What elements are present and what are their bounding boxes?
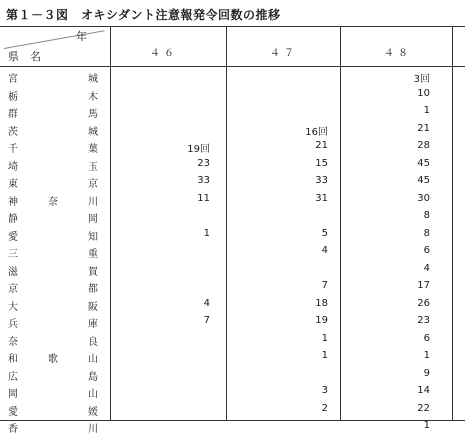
pref-char-3: 都 <box>88 284 98 295</box>
prefecture-name <box>8 103 98 121</box>
value-48: 23 <box>417 315 430 326</box>
prefecture-name <box>8 383 98 401</box>
value-48: 26 <box>417 297 430 309</box>
value-47: 19 <box>315 315 328 326</box>
prefecture-name <box>8 156 98 174</box>
oxidant-warning-table <box>0 26 465 435</box>
prefecture-name <box>8 208 98 226</box>
pref-char-3: 葉 <box>88 144 98 155</box>
pref-char-3: 良 <box>88 336 98 348</box>
value-46: 11 <box>197 192 210 204</box>
prefecture-name <box>8 278 98 296</box>
value-48: 14 <box>417 385 430 396</box>
table-row <box>0 313 465 331</box>
pref-char-3: 媛 <box>88 406 98 418</box>
value-46: 33 <box>197 175 210 186</box>
header-diagonal <box>4 30 105 49</box>
prefecture-name <box>8 121 98 139</box>
year-46-header: ４６ <box>150 48 178 59</box>
table-row <box>0 401 465 419</box>
value-48: 17 <box>417 280 430 291</box>
prefecture-name <box>8 68 98 86</box>
pref-char-3: 馬 <box>88 109 98 120</box>
table-row <box>0 226 465 244</box>
pref-char-1: 兵 <box>8 319 18 330</box>
prefecture-name <box>8 86 98 104</box>
table-row <box>0 191 465 209</box>
table-row <box>0 68 465 86</box>
pref-char-1: 静 <box>8 214 18 225</box>
pref-char-1: 岡 <box>8 389 18 400</box>
pref-char-1: 栃 <box>8 91 18 103</box>
pref-char-3: 川 <box>88 424 98 435</box>
prefecture-name <box>8 173 98 191</box>
pref-char-1: 愛 <box>8 231 18 243</box>
prefecture-name <box>8 401 98 419</box>
top-rule <box>0 26 465 27</box>
value-46: 19回 <box>187 144 210 155</box>
pref-char-3: 岡 <box>88 214 98 225</box>
prefecture-name <box>8 191 98 209</box>
pref-char-3: 城 <box>88 126 98 138</box>
pref-char-1: 神 <box>8 196 18 208</box>
table-row <box>0 243 465 261</box>
value-48: 4 <box>423 262 430 274</box>
table-row <box>0 173 465 191</box>
value-47: 1 <box>321 332 328 344</box>
prefecture-name <box>8 348 98 366</box>
table-row <box>0 208 465 226</box>
value-46: 1 <box>203 227 210 239</box>
value-47: 33 <box>315 175 328 186</box>
pref-char-1: 香 <box>8 424 18 435</box>
pref-char-3: 重 <box>88 249 98 260</box>
table-row <box>0 86 465 104</box>
table-row <box>0 121 465 139</box>
year-label: 年 <box>76 30 87 43</box>
table-row <box>0 296 465 314</box>
pref-char-1: 宮 <box>8 74 18 85</box>
value-47: 1 <box>321 350 328 361</box>
table-row <box>0 331 465 349</box>
pref-char-3: 京 <box>88 179 98 190</box>
pref-char-3: 知 <box>88 231 98 243</box>
value-47: 31 <box>315 192 328 204</box>
value-48: 10 <box>417 87 430 99</box>
pref-char-1: 奈 <box>8 336 18 348</box>
pref-char-1: 京 <box>8 284 18 295</box>
prefecture-name <box>8 226 98 244</box>
pref-char-1: 広 <box>8 371 18 383</box>
pref-char-2: 歌 <box>48 354 58 365</box>
value-48: 1 <box>423 350 430 361</box>
prefecture-name <box>8 261 98 279</box>
table-row <box>0 156 465 174</box>
value-48: 6 <box>423 245 430 256</box>
value-48: 45 <box>417 157 430 169</box>
value-48: 21 <box>417 122 430 134</box>
prefecture-name <box>8 331 98 349</box>
pref-char-1: 大 <box>8 301 18 313</box>
value-48: 3回 <box>413 74 430 85</box>
table-row <box>0 103 465 121</box>
value-48: 1 <box>423 420 430 431</box>
value-46: 7 <box>203 315 210 326</box>
pref-char-1: 愛 <box>8 406 18 418</box>
pref-char-1: 滋 <box>8 266 18 278</box>
pref-char-1: 三 <box>8 249 18 260</box>
prefecture-name <box>8 296 98 314</box>
prefecture-name <box>8 313 98 331</box>
pref-char-3: 山 <box>88 354 98 365</box>
pref-char-1: 埼 <box>8 161 18 173</box>
prefecture-name <box>8 366 98 384</box>
pref-char-3: 木 <box>88 91 98 103</box>
pref-char-3: 阪 <box>88 301 98 313</box>
value-47: 5 <box>321 227 328 239</box>
prefecture-name <box>8 138 98 156</box>
pref-char-3: 賀 <box>88 266 98 278</box>
value-48: 22 <box>417 402 430 414</box>
pref-char-3: 玉 <box>88 161 98 173</box>
value-48: 8 <box>423 227 430 239</box>
pref-char-3: 山 <box>88 389 98 400</box>
table-row <box>0 348 465 366</box>
value-47: 18 <box>315 297 328 309</box>
pref-label: 県 名 <box>8 50 41 63</box>
value-48: 45 <box>417 175 430 186</box>
pref-char-1: 和 <box>8 354 18 365</box>
table-row <box>0 261 465 279</box>
value-48: 9 <box>423 367 430 379</box>
value-48: 28 <box>417 140 430 151</box>
prefecture-name <box>8 243 98 261</box>
header-rule <box>0 66 465 67</box>
value-46: 4 <box>203 297 210 309</box>
value-47: 21 <box>315 140 328 151</box>
pref-char-3: 庫 <box>88 319 98 330</box>
table-row <box>0 383 465 401</box>
pref-char-3: 城 <box>88 74 98 85</box>
pref-char-1: 茨 <box>8 126 18 138</box>
pref-char-2: 奈 <box>48 196 58 208</box>
value-48: 1 <box>423 105 430 116</box>
pref-char-1: 千 <box>8 144 18 155</box>
value-46: 23 <box>197 157 210 169</box>
table-row <box>0 366 465 384</box>
value-47: 4 <box>321 245 328 256</box>
figure-title: 第１－３図 オキシダント注意報発令回数の推移 <box>6 8 281 22</box>
year-47-header: ４７ <box>270 48 298 59</box>
table-row <box>0 278 465 296</box>
value-47: 16回 <box>305 126 328 138</box>
value-47: 15 <box>315 157 328 169</box>
pref-char-1: 群 <box>8 109 18 120</box>
year-48-header: ４８ <box>384 48 412 59</box>
value-47: 2 <box>321 402 328 414</box>
pref-char-3: 島 <box>88 371 98 383</box>
value-48: 8 <box>423 210 430 221</box>
table-row <box>0 138 465 156</box>
value-48: 30 <box>417 192 430 204</box>
value-48: 6 <box>423 332 430 344</box>
pref-char-3: 川 <box>88 196 98 208</box>
pref-char-1: 東 <box>8 179 18 190</box>
value-47: 7 <box>321 280 328 291</box>
value-47: 3 <box>321 385 328 396</box>
